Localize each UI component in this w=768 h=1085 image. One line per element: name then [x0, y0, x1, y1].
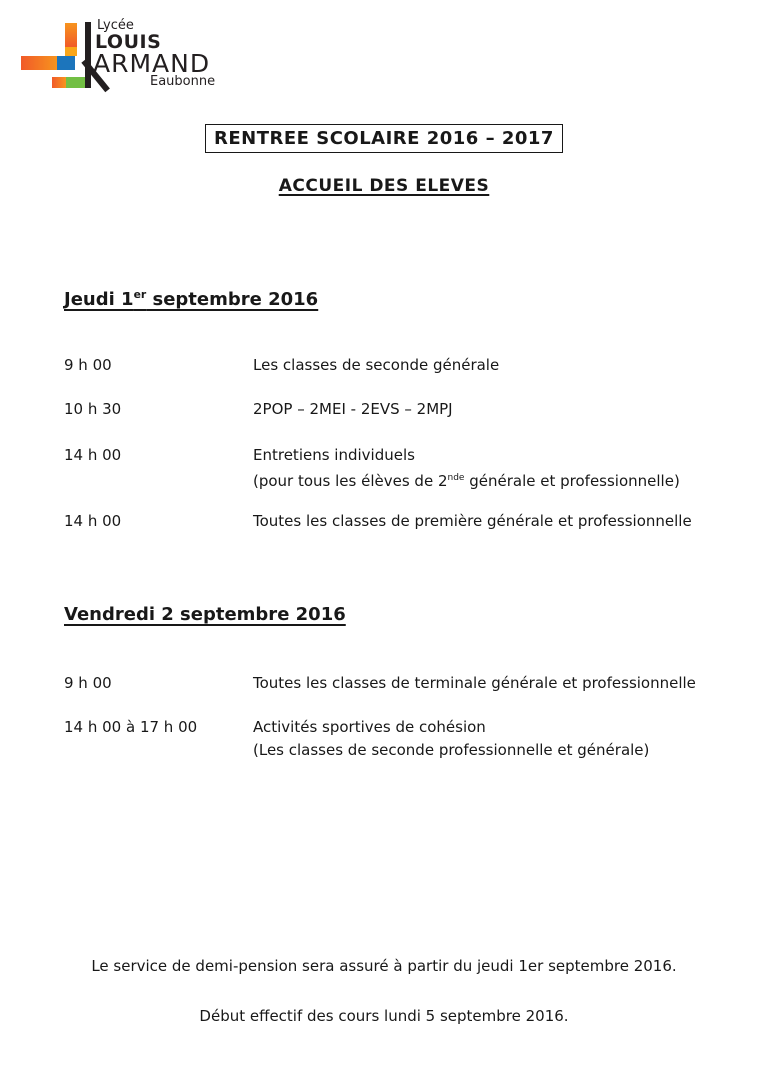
section-heading-thursday: [64, 288, 318, 310]
desc-text: générale et professionnelle): [464, 472, 680, 490]
footer-note-debut-cours: Début effectif des cours lundi 5 septembre 2016.: [199, 1007, 569, 1025]
schedule-desc: Toutes les classes de terminale générale et professionnelle: [253, 674, 696, 692]
schedule-desc-line1: Activités sportives de cohésion: [253, 718, 486, 736]
logo-block-orange-small: [52, 77, 66, 88]
schedule-time: 14 h 00: [64, 446, 122, 464]
heading-superscript: er: [133, 288, 147, 301]
logo-block-orange-bar: [21, 56, 57, 70]
logo-text-armand: ARMAND: [93, 49, 211, 78]
title-line: [0, 124, 768, 153]
logo-block-green-bar: [66, 77, 85, 88]
document-subtitle: ACCUEIL DES ELEVES: [278, 176, 490, 196]
document-title: RENTREE SCOLAIRE 2016 – 2017: [205, 124, 563, 153]
desc-text: (pour tous les élèves de 2: [253, 472, 448, 490]
logo-text-louis: LOUIS: [95, 31, 162, 53]
section-heading-friday: [64, 604, 346, 625]
schedule-desc: 2POP – 2MEI - 2EVS – 2MPJ: [253, 400, 453, 418]
schedule-time: 9 h 00: [64, 674, 112, 692]
schedule-time: 14 h 00: [64, 512, 122, 530]
schedule-time: 9 h 00: [64, 356, 112, 374]
schedule-desc: Toutes les classes de première générale et professionnelle: [253, 512, 692, 530]
logo-block-orange-vertical: [65, 23, 77, 47]
heading-text: septembre 2016: [146, 289, 319, 310]
heading-text: Vendredi 2 septembre 2016: [64, 604, 346, 625]
logo-text-lycee: Lycée: [97, 18, 134, 33]
schedule-desc: [253, 444, 680, 493]
school-logo: [20, 12, 235, 96]
schedule-desc-line1: Entretiens individuels: [253, 446, 415, 464]
footer-note-demi-pension: Le service de demi-pension sera assuré à partir du jeudi 1er septembre 2016.: [91, 957, 677, 975]
logo-block-blue-bar: [57, 56, 75, 70]
schedule-desc: Les classes de seconde générale: [253, 356, 500, 374]
schedule-desc-line2: (Les classes de seconde professionnelle et générale): [253, 741, 650, 759]
logo-letter-l-stem: [85, 22, 91, 88]
desc-superscript: nde: [447, 473, 465, 483]
logo-block-yellow-square: [65, 47, 77, 56]
schedule-desc: [253, 716, 649, 762]
schedule-desc-line2: [253, 467, 680, 493]
logo-text-eaubonne: Eaubonne: [150, 74, 216, 89]
subtitle-line: [0, 176, 768, 196]
schedule-time: 10 h 30: [64, 400, 122, 418]
schedule-time: 14 h 00 à 17 h 00: [64, 718, 198, 736]
heading-text: Jeudi 1: [64, 289, 134, 310]
